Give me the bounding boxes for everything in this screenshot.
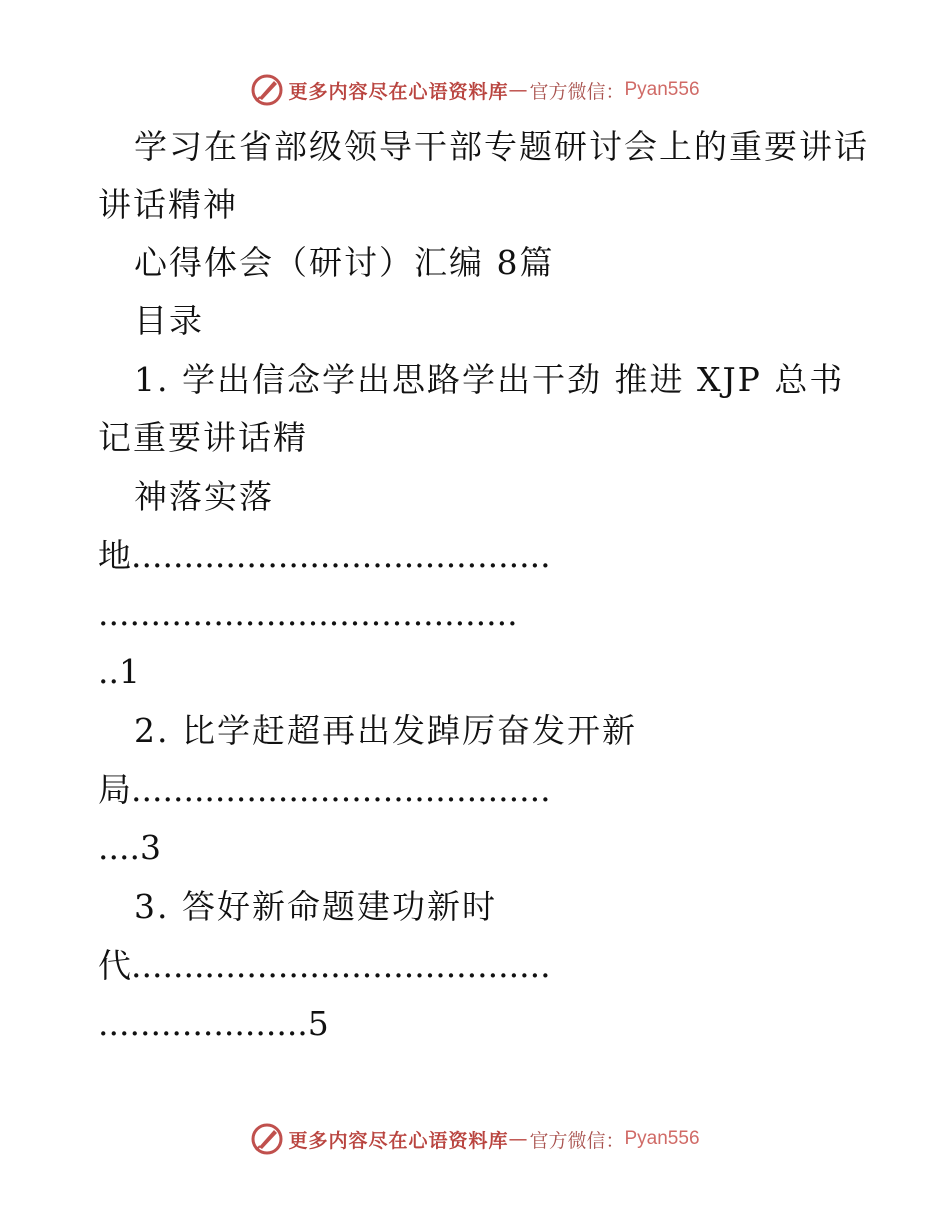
toc-entry-1-leader-line-2: ........................................	[98, 594, 518, 633]
toc-entry-3-last-char: 代	[98, 946, 131, 985]
quill-logo-icon	[250, 73, 284, 107]
toc-entry-3-page: 5	[307, 1004, 329, 1043]
watermark-banner-top	[0, 70, 950, 110]
toc-entry-2-dots-1: ........................................	[131, 770, 551, 809]
toc-entry-1-page: 1	[118, 652, 140, 691]
toc-entry-3-dots-tail: ....................	[98, 1004, 308, 1043]
toc-entry-2-page: 3	[139, 828, 161, 867]
toc-entry-1-dots-1: ........................................	[131, 536, 551, 575]
toc-entry-3-leader-tail	[98, 1004, 858, 1044]
toc-entry-2-last-char: 局	[98, 770, 131, 809]
toc-entry-3-leader-line-1	[98, 946, 858, 986]
toc-entry-3-line-1: 3. 答好新命题建功新时	[134, 887, 497, 926]
toc-entry-1-line-3: 神落实落	[134, 477, 274, 516]
toc-heading: 目录	[134, 301, 204, 340]
watermark-sub-text: 官方微信：	[529, 1129, 625, 1152]
watermark-wechat-id: Pyan556	[624, 1128, 700, 1149]
watermark-dash: —	[508, 1128, 528, 1150]
toc-entry-2-dots-tail: ....	[98, 828, 140, 867]
toc-entry-1-line-2: 记重要讲话精	[98, 418, 308, 457]
watermark-dash: —	[508, 79, 528, 101]
watermark-main-text: 更多内容尽在心语资料库	[288, 80, 509, 103]
doc-title-line-3: 心得体会（研讨）汇编 8篇	[134, 243, 555, 282]
toc-entry-1-dots-tail: ..	[98, 652, 119, 691]
toc-entry-2-leader-line-1	[98, 770, 858, 810]
toc-entry-1-leader-line-1	[98, 536, 858, 576]
toc-entry-3-dots-1: ........................................	[131, 946, 551, 985]
doc-title-line-2: 讲话精神	[98, 185, 238, 224]
toc-entry-1-line-1: 1. 学出信念学出思路学出干劲 推进 XJP 总书	[134, 360, 845, 399]
toc-entry-2-leader-tail	[98, 828, 858, 868]
quill-logo-icon	[250, 1122, 284, 1156]
watermark-wechat-id: Pyan556	[624, 79, 700, 100]
watermark-main-text: 更多内容尽在心语资料库	[288, 1129, 509, 1152]
toc-entry-1-last-char: 地	[98, 536, 131, 575]
toc-entry-2-line-1: 2. 比学赶超再出发踔厉奋发开新	[134, 711, 637, 750]
doc-title-line-1: 学习在省部级领导干部专题研讨会上的重要讲话	[134, 127, 869, 166]
watermark-banner-bottom	[0, 1119, 950, 1159]
watermark-sub-text: 官方微信：	[529, 80, 625, 103]
toc-entry-1-leader-tail	[98, 652, 858, 692]
